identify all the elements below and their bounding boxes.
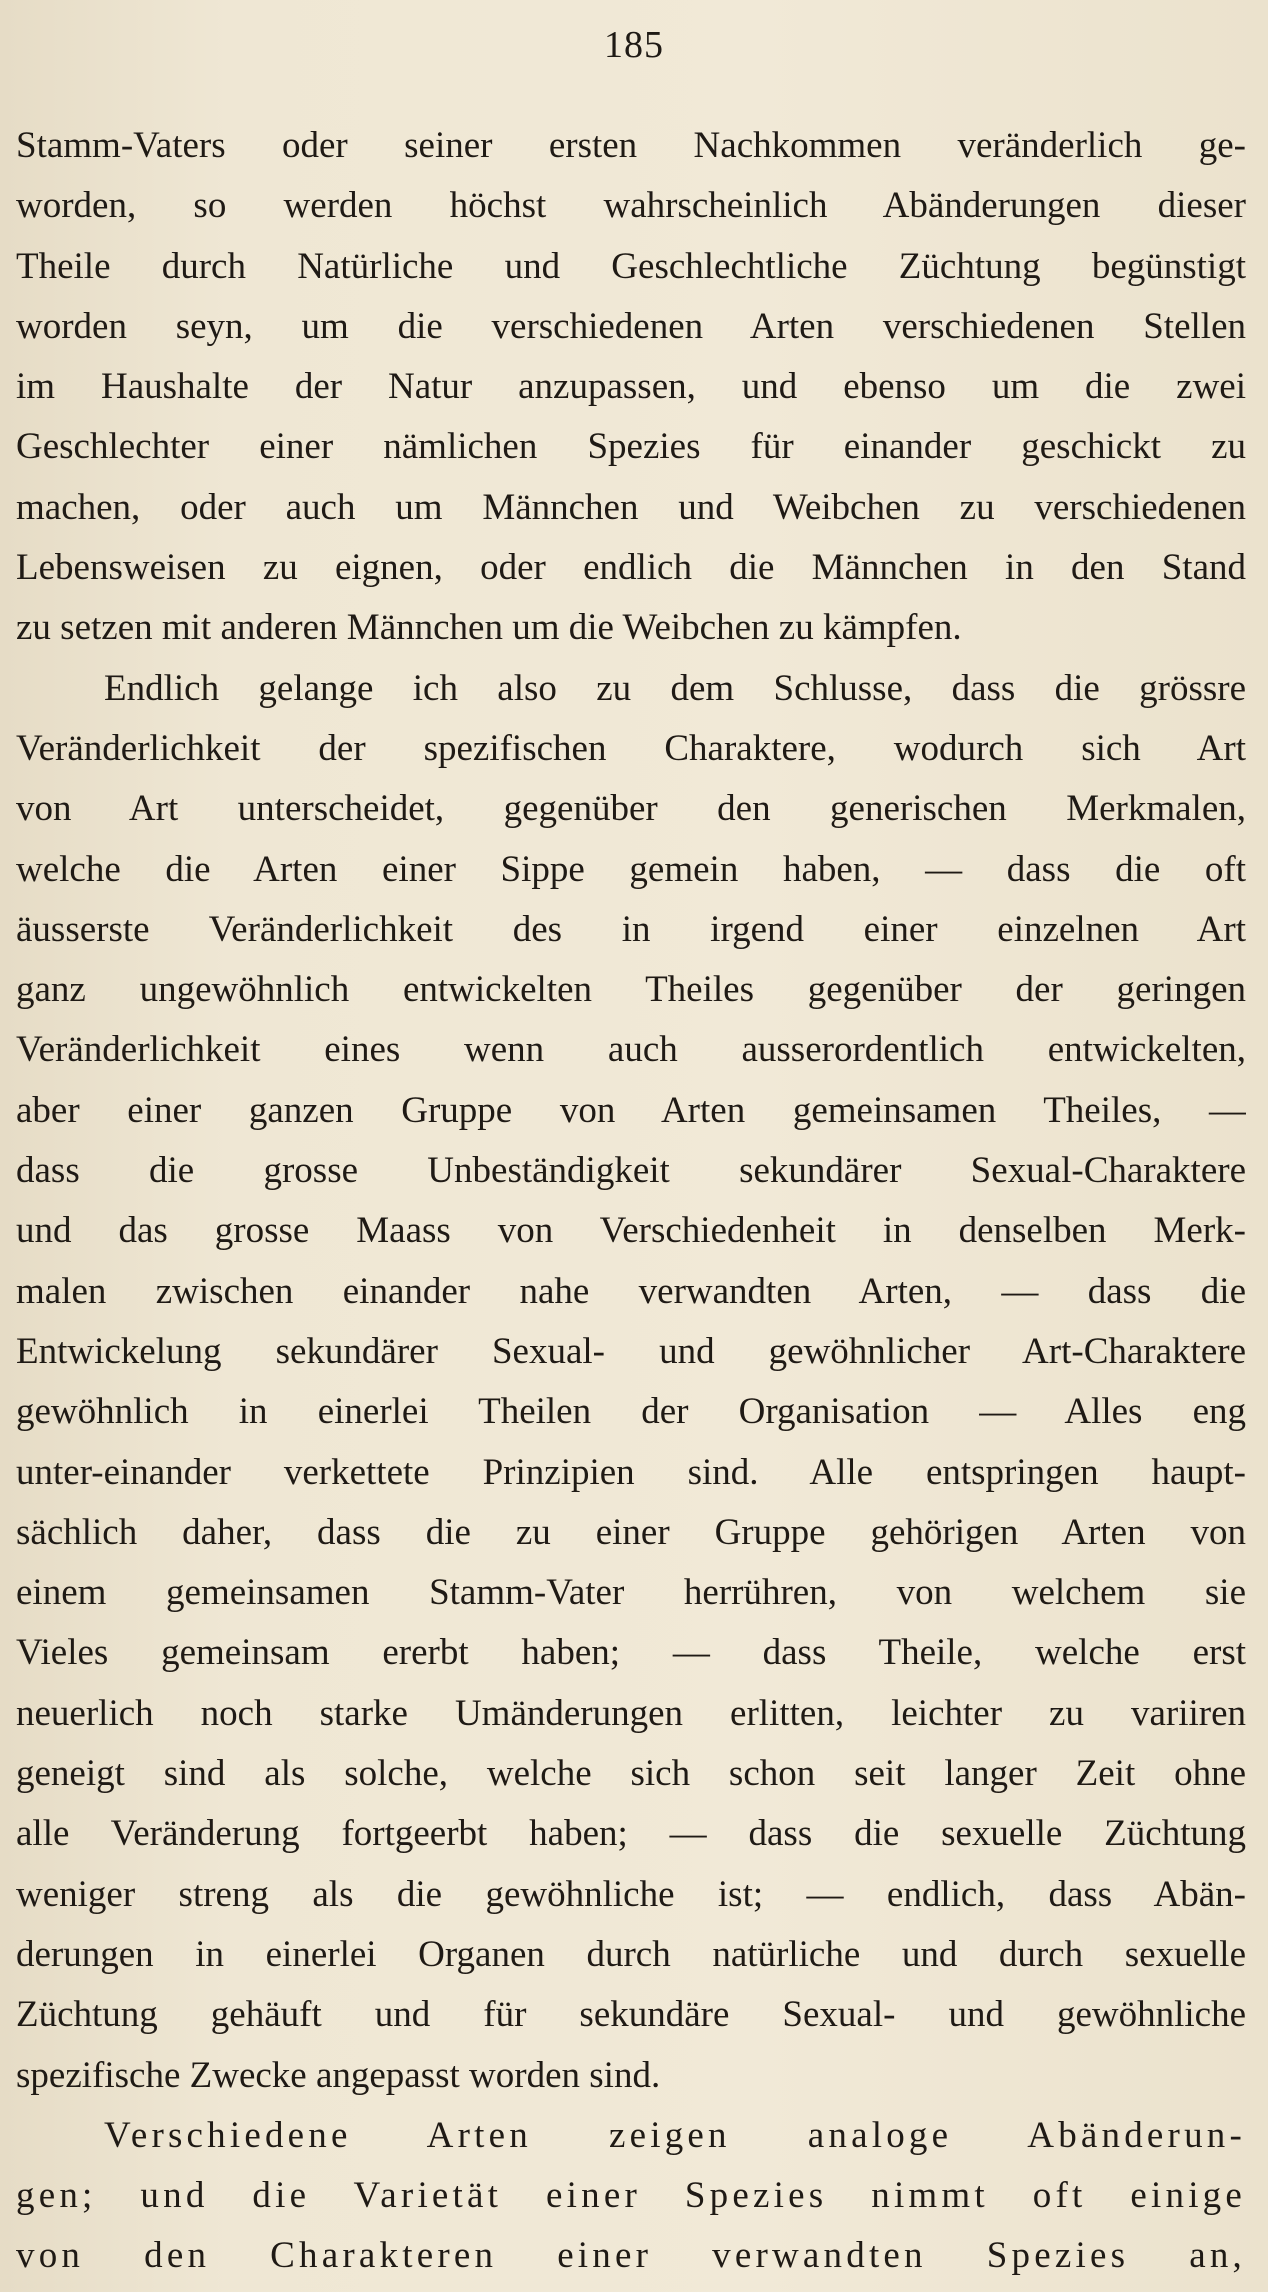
text-line: aber einer ganzen Gruppe von Arten gemeinsamen Theiles, — — [16, 1089, 1246, 1131]
text-line: gewöhnlich in einerlei Theilen der Organisation — Alles eng — [16, 1391, 1246, 1433]
text-line: Stamm-Vaters oder seiner ersten Nachkommen veränderlich ge- — [16, 125, 1246, 166]
text-line: Entwickelung sekundärer Sexual- und gewöhnlicher Art-Charaktere — [16, 1330, 1246, 1372]
page-number: 185 — [604, 24, 664, 66]
text-line: spezifische Zwecke angepasst worden sind. — [16, 2054, 661, 2096]
text-line: alle Veränderung fortgeerbt haben; — dass die sexuelle Züchtung — [16, 1813, 1246, 1855]
text-line: Geschlechter einer nämlichen Spezies für einander geschickt zu — [16, 426, 1246, 468]
text-line: Veränderlichkeit eines wenn auch ausserordentlich entwickelten, — [16, 1029, 1246, 1071]
text-line: neuerlich noch starke Umänderungen erlitten, leichter zu variiren — [16, 1692, 1246, 1734]
text-line: sächlich daher, dass die zu einer Gruppe gehörigen Arten von — [16, 1511, 1246, 1553]
text-line: und das grosse Maass von Verschiedenheit in denselben Merk- — [16, 1210, 1246, 1252]
text-line: einem gemeinsamen Stamm-Vater herrühren, von welchem sie — [16, 1572, 1246, 1614]
text-line: ganz ungewöhnlich entwickelten Theiles gegenüber der geringen — [16, 969, 1246, 1011]
text-line: Verschiedene Arten zeigen analoge Abänderun- — [104, 2114, 1246, 2156]
text-line: geneigt sind als solche, welche sich schon seit langer Zeit ohne — [16, 1753, 1246, 1795]
text-line: machen, oder auch um Männchen und Weibchen zu verschiedenen — [16, 486, 1246, 528]
text-line: welche die Arten einer Sippe gemein haben, — dass die oft — [16, 848, 1246, 890]
text-line: dass die grosse Unbeständigkeit sekundärer Sexual-Charaktere — [16, 1150, 1246, 1192]
text-line: unter-einander verkettete Prinzipien sind. Alle entspringen haupt- — [16, 1451, 1246, 1493]
text-line: Theile durch Natürliche und Geschlechtliche Züchtung begünstigt — [16, 245, 1246, 287]
text-line: von Art unterscheidet, gegenüber den generischen Merkmalen, — [16, 788, 1246, 830]
text-line: Züchtung gehäuft und für sekundäre Sexual- und gewöhnliche — [16, 1994, 1246, 2036]
text-line: Lebensweisen zu eignen, oder endlich die Männchen in den Stand — [16, 547, 1246, 589]
text-line: worden, so werden höchst wahrscheinlich Abänderungen dieser — [16, 185, 1246, 227]
text-line: derungen in einerlei Organen durch natürliche und durch sexuelle — [16, 1933, 1246, 1975]
text-line: Endlich gelange ich also zu dem Schlusse, dass die grössre — [104, 667, 1246, 709]
text-line: zu setzen mit anderen Männchen um die Weibchen zu kämpfen. — [16, 607, 962, 649]
text-line: von den Charakteren einer verwandten Spezies an, — [16, 2235, 1246, 2277]
text-line: Veränderlichkeit der spezifischen Charaktere, wodurch sich Art — [16, 727, 1246, 769]
text-line: malen zwischen einander nahe verwandten Arten, — dass die — [16, 1270, 1246, 1312]
text-line: weniger streng als die gewöhnliche ist; — endlich, dass Abän- — [16, 1873, 1246, 1915]
body-text — [16, 116, 1246, 2287]
text-line: im Haushalte der Natur anzupassen, und ebenso um die zwei — [16, 366, 1246, 408]
text-line: äusserste Veränderlichkeit des in irgend einer einzelnen Art — [16, 908, 1246, 950]
text-line: Vieles gemeinsam ererbt haben; — dass Theile, welche erst — [16, 1632, 1246, 1674]
text-line: worden seyn, um die verschiedenen Arten verschiedenen Stellen — [16, 305, 1246, 347]
text-line: gen; und die Varietät einer Spezies nimmt oft einige — [16, 2175, 1246, 2217]
